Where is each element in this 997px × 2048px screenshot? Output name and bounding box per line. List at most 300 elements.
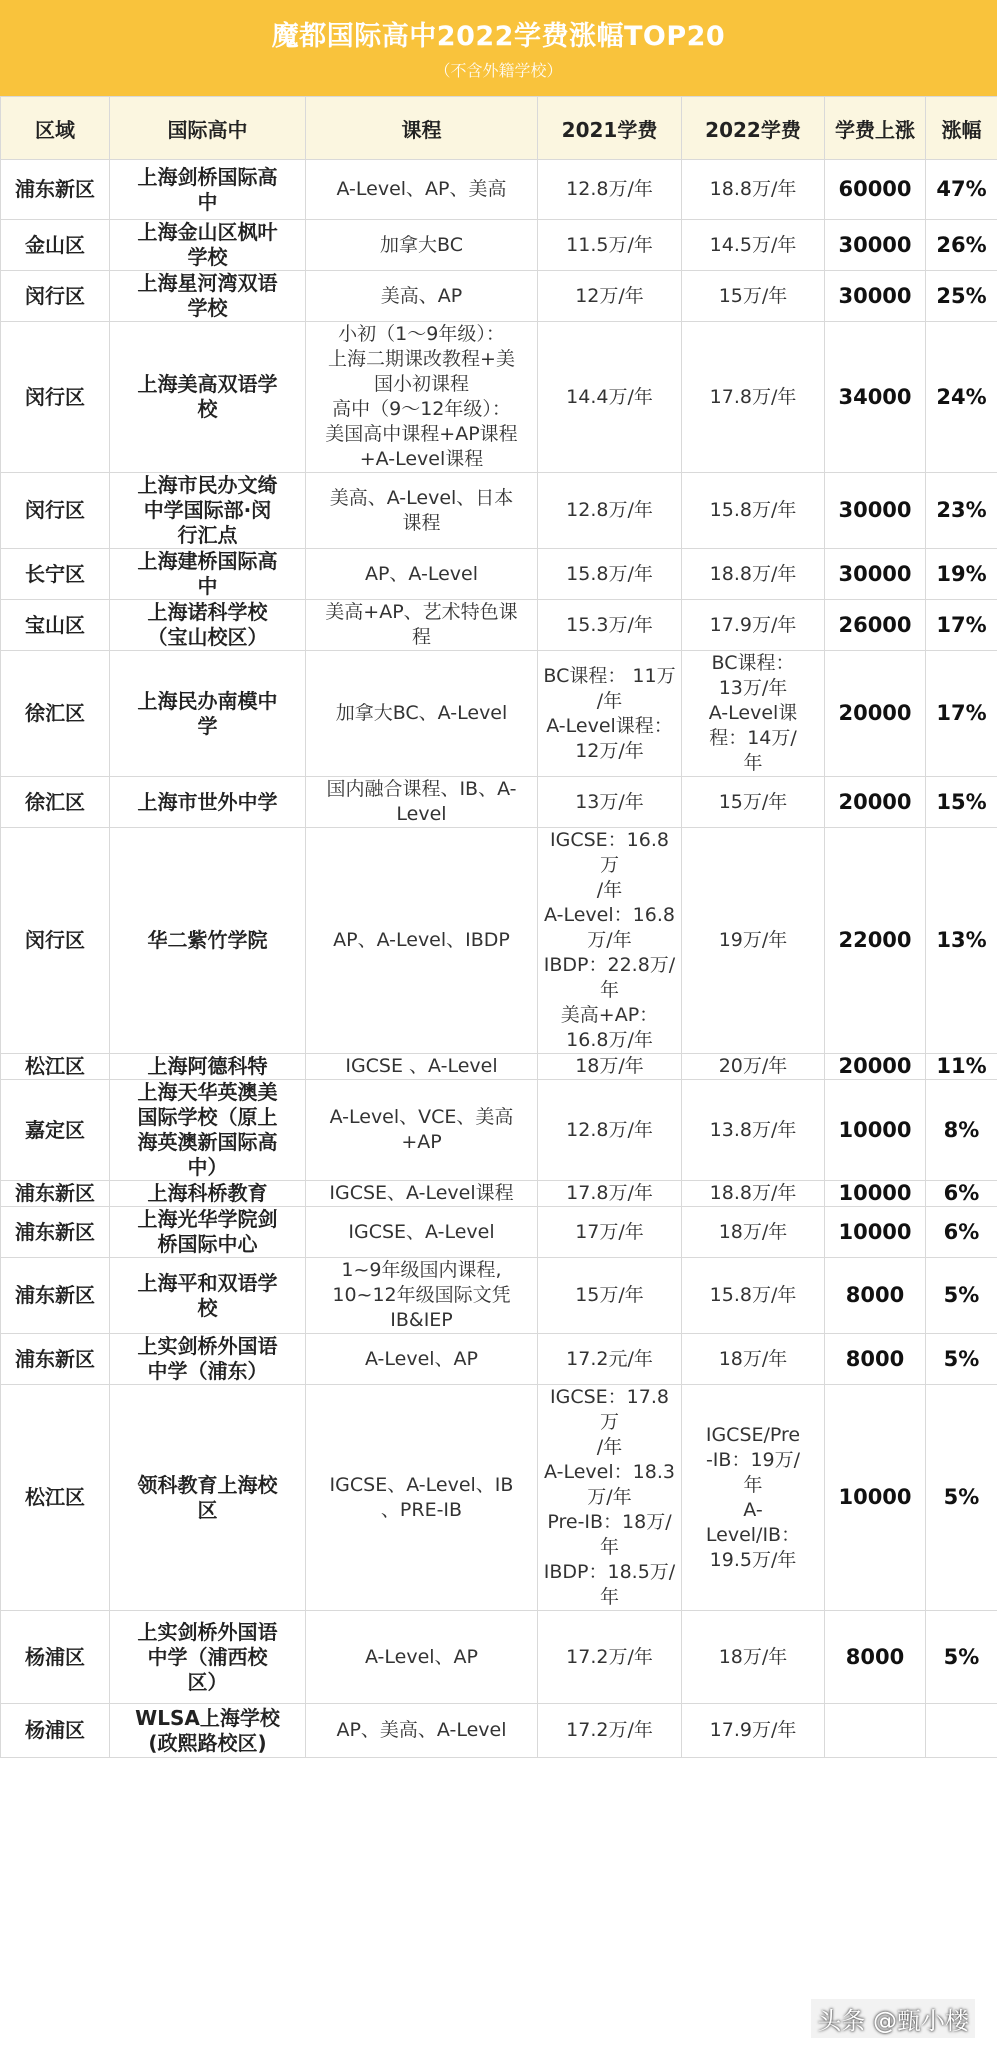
cell-line: 区 xyxy=(197,1497,218,1522)
cell-fee-2021 xyxy=(538,160,682,220)
cell-fee-2021 xyxy=(538,828,682,1054)
cell-line: 上实剑桥外国语 xyxy=(137,1619,278,1644)
cell-line: 华二紫竹学院 xyxy=(147,928,268,952)
cell-line: 19万/年 xyxy=(718,929,788,951)
cell-line: 加拿大BC xyxy=(380,233,463,256)
cell-line: 17.9万/年 xyxy=(709,1719,797,1741)
cell-fee-2021 xyxy=(538,1385,682,1611)
cell-line: 美高+AP： xyxy=(560,1004,659,1026)
cell-line: 年 xyxy=(599,1586,619,1608)
cell-line: 15.8万/年 xyxy=(709,1284,797,1306)
cell-line: 上海民办南模中 xyxy=(137,688,278,713)
table-row xyxy=(1,322,997,473)
cell-fee-2021 xyxy=(538,1334,682,1385)
cell-line: 12万/年 xyxy=(575,284,644,307)
cell-courses xyxy=(306,322,538,473)
cell-line: WLSA上海学校 xyxy=(135,1705,280,1730)
cell-line: 中 xyxy=(197,189,218,214)
cell-line: 上海市世外中学 xyxy=(137,789,278,814)
cell-line: 国际学校（原上 xyxy=(137,1105,278,1129)
page-title: 魔都国际高中2022学费涨幅TOP20 xyxy=(271,21,726,52)
cell-fee-2022 xyxy=(682,271,825,322)
cell-line: 15万/年 xyxy=(575,1284,644,1306)
cell-line: 上海光华学院剑 xyxy=(137,1207,278,1231)
table-row xyxy=(1,1181,997,1207)
cell-rate: 47% xyxy=(926,160,997,220)
cell-courses xyxy=(306,1704,538,1758)
cell-increase: 22000 xyxy=(825,828,926,1054)
cell-line: 15.8万/年 xyxy=(709,499,797,521)
cell-line: 12.8万/年 xyxy=(566,1118,653,1141)
table-row xyxy=(1,600,997,651)
cell-courses xyxy=(306,1334,538,1385)
cell-line: IGCSE、A-Level、IB xyxy=(329,1473,514,1496)
table-row xyxy=(1,549,997,600)
cell-region: 松江区 xyxy=(1,1385,110,1611)
cell-region: 闵行区 xyxy=(1,271,110,322)
cell-school xyxy=(110,473,306,549)
cell-line: 小初（1～9年级）： xyxy=(338,323,505,345)
cell-increase: 30000 xyxy=(825,549,926,600)
cell-increase: 34000 xyxy=(825,322,926,473)
cell-school xyxy=(110,1704,306,1758)
cell-increase: 30000 xyxy=(825,220,926,271)
cell-courses xyxy=(306,1080,538,1181)
cell-line: 年 xyxy=(743,1473,763,1496)
cell-school xyxy=(110,160,306,220)
cell-line: 13.8万/年 xyxy=(709,1118,797,1141)
cell-line: 区） xyxy=(187,1669,228,1694)
cell-rate: 5% xyxy=(926,1334,997,1385)
cell-region: 杨浦区 xyxy=(1,1704,110,1758)
cell-line: 17.8万/年 xyxy=(709,385,797,408)
cell-line: IBDP：22.8万/ xyxy=(543,954,676,976)
cell-line: 18.8万/年 xyxy=(709,562,797,585)
cell-line: A-Level课程： xyxy=(546,714,673,737)
cell-line: 上海星河湾双语 xyxy=(137,271,278,295)
header-fee-2022: 2022学费 xyxy=(682,97,825,160)
cell-line: 年 xyxy=(743,752,763,774)
cell-fee-2022 xyxy=(682,600,825,651)
cell-line: 18万/年 xyxy=(575,1055,644,1077)
table-header xyxy=(1,97,997,160)
table-row xyxy=(1,1054,997,1080)
cell-fee-2022 xyxy=(682,777,825,828)
cell-region: 杨浦区 xyxy=(1,1611,110,1704)
cell-fee-2022 xyxy=(682,1181,825,1207)
cell-line: BC课程： xyxy=(711,652,795,674)
fee-table xyxy=(0,96,997,1758)
cell-line: 18万/年 xyxy=(718,1645,788,1668)
cell-line: 17.8万/年 xyxy=(566,1182,653,1204)
cell-rate: 5% xyxy=(926,1611,997,1704)
cell-line: 上海平和双语学 xyxy=(137,1270,278,1295)
cell-rate: 5% xyxy=(926,1385,997,1611)
cell-line: 10~12年级国际文凭 xyxy=(332,1284,511,1306)
cell-fee-2021 xyxy=(538,600,682,651)
cell-school xyxy=(110,600,306,651)
cell-courses xyxy=(306,777,538,828)
table-row xyxy=(1,160,997,220)
cell-line: 中学（浦西校 xyxy=(147,1644,268,1669)
table-row xyxy=(1,828,997,1054)
cell-region: 浦东新区 xyxy=(1,1181,110,1207)
cell-rate: 8% xyxy=(926,1080,997,1181)
cell-line: 17.2元/年 xyxy=(566,1347,653,1370)
cell-fee-2021 xyxy=(538,1207,682,1258)
cell-line: 校 xyxy=(197,1295,218,1320)
cell-rate: 11% xyxy=(926,1054,997,1080)
table-row xyxy=(1,777,997,828)
cell-line: 中 xyxy=(197,574,218,598)
cell-rate: 17% xyxy=(926,651,997,777)
cell-increase: 8000 xyxy=(825,1334,926,1385)
cell-rate: 13% xyxy=(926,828,997,1054)
cell-line: 高中（9～12年级）： xyxy=(332,398,511,420)
cell-line: 美高、A-Level、日本 xyxy=(329,486,514,509)
cell-courses xyxy=(306,473,538,549)
cell-fee-2021 xyxy=(538,1080,682,1181)
cell-line: A-Level、VCE、美高 xyxy=(329,1106,514,1128)
cell-fee-2022 xyxy=(682,1704,825,1758)
table-row xyxy=(1,271,997,322)
cell-fee-2022 xyxy=(682,1207,825,1258)
cell-line: A-Level、AP xyxy=(364,1645,479,1668)
cell-line: 上海金山区枫叶 xyxy=(137,220,278,244)
cell-region: 宝山区 xyxy=(1,600,110,651)
cell-line: 、PRE-IB xyxy=(380,1498,463,1521)
cell-rate: 15% xyxy=(926,777,997,828)
cell-line: IGCSE/Pre xyxy=(705,1423,801,1446)
cell-line: （宝山校区） xyxy=(147,625,268,649)
cell-line: 程：14万/ xyxy=(709,727,797,749)
header-region: 区域 xyxy=(1,97,110,160)
cell-line: 18.8万/年 xyxy=(709,178,797,200)
cell-region: 徐汇区 xyxy=(1,651,110,777)
table-row xyxy=(1,1704,997,1758)
table-row xyxy=(1,220,997,271)
cell-line: 13万/年 xyxy=(718,677,788,699)
cell-line: Level xyxy=(396,803,447,825)
cell-line: 12.8万/年 xyxy=(566,178,653,200)
cell-line: 万/年 xyxy=(587,1486,632,1508)
cell-line: 14.5万/年 xyxy=(709,233,797,256)
cell-line: 程 xyxy=(411,626,431,648)
cell-courses xyxy=(306,160,538,220)
cell-line: 15.8万/年 xyxy=(566,562,653,585)
cell-fee-2022 xyxy=(682,1334,825,1385)
cell-school xyxy=(110,1207,306,1258)
cell-line: AP、美高、A-Level xyxy=(336,1719,507,1741)
cell-line: 17.9万/年 xyxy=(709,613,797,636)
cell-line: 学 xyxy=(197,713,218,738)
cell-line: 14.4万/年 xyxy=(566,385,653,408)
header-courses: 课程 xyxy=(306,97,538,160)
cell-school xyxy=(110,828,306,1054)
cell-line: 上海市民办文绮 xyxy=(137,473,278,497)
cell-fee-2021 xyxy=(538,1258,682,1334)
cell-line: A-Level：18.3 xyxy=(544,1461,675,1483)
cell-courses xyxy=(306,220,538,271)
cell-courses xyxy=(306,1258,538,1334)
cell-school xyxy=(110,549,306,600)
cell-line: 15万/年 xyxy=(718,790,788,813)
title-bar xyxy=(0,0,997,96)
cell-fee-2022 xyxy=(682,322,825,473)
cell-line: 12万/年 xyxy=(575,739,644,762)
cell-line: IGCSE：16.8万 xyxy=(550,829,669,876)
cell-school xyxy=(110,1181,306,1207)
cell-increase xyxy=(825,1704,926,1758)
cell-line: /年 xyxy=(596,689,623,712)
cell-increase: 20000 xyxy=(825,651,926,777)
cell-increase: 10000 xyxy=(825,1207,926,1258)
cell-line: 学校 xyxy=(187,245,228,269)
cell-fee-2022 xyxy=(682,651,825,777)
cell-fee-2021 xyxy=(538,473,682,549)
cell-line: /年 xyxy=(596,1436,623,1458)
header-increase: 学费上涨 xyxy=(825,97,926,160)
cell-region: 浦东新区 xyxy=(1,1334,110,1385)
cell-courses xyxy=(306,1611,538,1704)
cell-region: 长宁区 xyxy=(1,549,110,600)
cell-line: 上海建桥国际高 xyxy=(137,549,278,573)
cell-courses xyxy=(306,549,538,600)
cell-fee-2021 xyxy=(538,651,682,777)
cell-school xyxy=(110,1080,306,1181)
cell-school xyxy=(110,1054,306,1080)
table-body xyxy=(1,160,997,1758)
cell-line: 领科教育上海校 xyxy=(137,1472,278,1497)
cell-line: 美国高中课程+AP课程 xyxy=(325,423,518,445)
cell-region: 闵行区 xyxy=(1,322,110,473)
cell-rate: 23% xyxy=(926,473,997,549)
cell-fee-2021 xyxy=(538,1611,682,1704)
cell-line: 15.3万/年 xyxy=(566,613,653,636)
cell-fee-2021 xyxy=(538,1704,682,1758)
cell-line: 桥国际中心 xyxy=(157,1232,258,1256)
cell-increase: 10000 xyxy=(825,1181,926,1207)
cell-line: 课程 xyxy=(402,511,441,534)
cell-line: 学校 xyxy=(187,296,228,320)
cell-increase: 30000 xyxy=(825,271,926,322)
cell-fee-2021 xyxy=(538,322,682,473)
cell-rate: 5% xyxy=(926,1258,997,1334)
cell-fee-2022 xyxy=(682,549,825,600)
cell-courses xyxy=(306,271,538,322)
cell-line: 上海美高双语学 xyxy=(137,372,278,396)
cell-line: (政熙路校区) xyxy=(148,1730,267,1755)
cell-region: 浦东新区 xyxy=(1,1207,110,1258)
header-school: 国际高中 xyxy=(110,97,306,160)
cell-courses xyxy=(306,1207,538,1258)
table-row xyxy=(1,473,997,549)
cell-line: 15万/年 xyxy=(718,284,788,307)
cell-line: 18万/年 xyxy=(718,1220,788,1243)
cell-fee-2021 xyxy=(538,1181,682,1207)
cell-rate: 24% xyxy=(926,322,997,473)
cell-increase: 10000 xyxy=(825,1385,926,1611)
cell-rate: 17% xyxy=(926,600,997,651)
cell-school xyxy=(110,271,306,322)
table-row xyxy=(1,1334,997,1385)
cell-line: 万/年 xyxy=(587,929,632,951)
cell-school xyxy=(110,220,306,271)
cell-increase: 20000 xyxy=(825,777,926,828)
header-rate: 涨幅 xyxy=(926,97,997,160)
cell-line: -IB：19万/ xyxy=(705,1448,801,1471)
cell-school xyxy=(110,1611,306,1704)
cell-school xyxy=(110,322,306,473)
cell-fee-2022 xyxy=(682,1054,825,1080)
cell-line: 美高、AP xyxy=(380,284,463,307)
cell-increase: 10000 xyxy=(825,1080,926,1181)
cell-region: 徐汇区 xyxy=(1,777,110,828)
cell-line: +A-Level课程 xyxy=(359,448,484,470)
cell-school xyxy=(110,1334,306,1385)
cell-line: AP、A-Level xyxy=(364,562,479,585)
cell-line: Pre-IB：18万/ xyxy=(547,1511,672,1533)
cell-fee-2022 xyxy=(682,1611,825,1704)
cell-line: 国小初课程 xyxy=(373,373,469,395)
table-row xyxy=(1,1080,997,1181)
cell-line: AP、A-Level、IBDP xyxy=(333,929,510,951)
cell-line: 美高+AP、艺术特色课 xyxy=(325,601,518,623)
cell-courses xyxy=(306,1054,538,1080)
cell-line: IGCSE、A-Level课程 xyxy=(329,1182,514,1204)
cell-courses xyxy=(306,1385,538,1611)
cell-school xyxy=(110,1258,306,1334)
cell-line: 加拿大BC、A-Level xyxy=(335,702,508,724)
header-row xyxy=(1,97,997,160)
cell-line: 19.5万/年 xyxy=(709,1548,797,1571)
cell-line: 17万/年 xyxy=(575,1220,644,1243)
cell-line: 上海诺科学校 xyxy=(147,600,268,624)
cell-increase: 8000 xyxy=(825,1258,926,1334)
table-row xyxy=(1,1385,997,1611)
cell-line: 年 xyxy=(599,979,619,1001)
cell-line: 行汇点 xyxy=(177,523,238,547)
cell-line: 海英澳新国际高 xyxy=(137,1130,278,1154)
cell-fee-2021 xyxy=(538,549,682,600)
cell-region: 金山区 xyxy=(1,220,110,271)
cell-line: 13万/年 xyxy=(575,790,644,813)
cell-line: BC课程： 11万 xyxy=(543,664,676,687)
cell-fee-2022 xyxy=(682,1258,825,1334)
cell-increase: 30000 xyxy=(825,473,926,549)
cell-line: A-Level、AP xyxy=(364,1347,479,1370)
cell-rate xyxy=(926,1704,997,1758)
cell-line: 中学国际部·闵 xyxy=(143,498,272,522)
cell-line: 中） xyxy=(187,1155,228,1179)
cell-courses xyxy=(306,828,538,1054)
cell-line: 18.8万/年 xyxy=(709,1182,797,1204)
cell-line: 16.8万/年 xyxy=(566,1029,653,1051)
cell-fee-2022 xyxy=(682,160,825,220)
cell-line: 校 xyxy=(197,397,218,421)
cell-rate: 6% xyxy=(926,1207,997,1258)
cell-line: 11.5万/年 xyxy=(566,233,653,256)
cell-fee-2022 xyxy=(682,828,825,1054)
page-subtitle: （不含外籍学校） xyxy=(434,61,563,80)
cell-line: A- xyxy=(743,1498,763,1521)
cell-courses xyxy=(306,1181,538,1207)
table-row xyxy=(1,1207,997,1258)
cell-line: 18万/年 xyxy=(718,1347,788,1370)
cell-line: 17.2万/年 xyxy=(566,1645,653,1668)
cell-line: 中学（浦东） xyxy=(147,1359,268,1383)
cell-line: /年 xyxy=(596,879,623,901)
cell-rate: 25% xyxy=(926,271,997,322)
cell-line: A-Level课 xyxy=(708,702,798,724)
cell-fee-2021 xyxy=(538,777,682,828)
cell-line: A-Level：16.8 xyxy=(544,904,675,926)
cell-line: 上实剑桥外国语 xyxy=(137,1334,278,1358)
cell-increase: 60000 xyxy=(825,160,926,220)
cell-fee-2022 xyxy=(682,1385,825,1611)
cell-line: A-Level、AP、美高 xyxy=(336,178,507,200)
cell-line: 年 xyxy=(599,1536,619,1558)
cell-rate: 6% xyxy=(926,1181,997,1207)
table-row xyxy=(1,1258,997,1334)
cell-line: IB&IEP xyxy=(390,1309,453,1331)
cell-fee-2021 xyxy=(538,220,682,271)
cell-line: 上海剑桥国际高 xyxy=(137,164,278,189)
cell-region: 松江区 xyxy=(1,1054,110,1080)
cell-region: 浦东新区 xyxy=(1,1258,110,1334)
cell-line: 12.8万/年 xyxy=(566,499,653,521)
cell-region: 闵行区 xyxy=(1,828,110,1054)
cell-line: 上海天华英澳美 xyxy=(137,1080,278,1104)
cell-line: 上海阿德科特 xyxy=(147,1054,268,1078)
cell-line: 上海科桥教育 xyxy=(147,1181,268,1205)
cell-rate: 19% xyxy=(926,549,997,600)
cell-increase: 20000 xyxy=(825,1054,926,1080)
cell-fee-2022 xyxy=(682,220,825,271)
cell-increase: 26000 xyxy=(825,600,926,651)
cell-school xyxy=(110,777,306,828)
cell-courses xyxy=(306,651,538,777)
cell-line: +AP xyxy=(401,1131,442,1153)
cell-courses xyxy=(306,600,538,651)
cell-line: IGCSE 、A-Level xyxy=(345,1055,498,1077)
watermark: 头条 @甄小楼 xyxy=(811,1999,975,2038)
cell-increase: 8000 xyxy=(825,1611,926,1704)
cell-line: 1~9年级国内课程, xyxy=(341,1259,502,1281)
cell-line: 20万/年 xyxy=(718,1055,788,1077)
cell-line: 上海二期课改教程+美 xyxy=(328,348,515,370)
cell-line: IBDP：18.5万/ xyxy=(543,1561,676,1583)
cell-fee-2021 xyxy=(538,1054,682,1080)
cell-line: IGCSE、A-Level xyxy=(348,1220,495,1243)
table-row xyxy=(1,1611,997,1704)
cell-line: IGCSE：17.8万 xyxy=(550,1386,669,1433)
table-row xyxy=(1,651,997,777)
cell-fee-2022 xyxy=(682,1080,825,1181)
cell-rate: 26% xyxy=(926,220,997,271)
header-fee-2021: 2021学费 xyxy=(538,97,682,160)
cell-region: 闵行区 xyxy=(1,473,110,549)
cell-school xyxy=(110,1385,306,1611)
cell-fee-2022 xyxy=(682,473,825,549)
cell-region: 嘉定区 xyxy=(1,1080,110,1181)
cell-school xyxy=(110,651,306,777)
cell-fee-2021 xyxy=(538,271,682,322)
cell-region: 浦东新区 xyxy=(1,160,110,220)
cell-line: Level/IB： xyxy=(705,1523,801,1546)
cell-line: 17.2万/年 xyxy=(566,1719,653,1741)
cell-line: 国内融合课程、IB、A- xyxy=(326,778,517,800)
